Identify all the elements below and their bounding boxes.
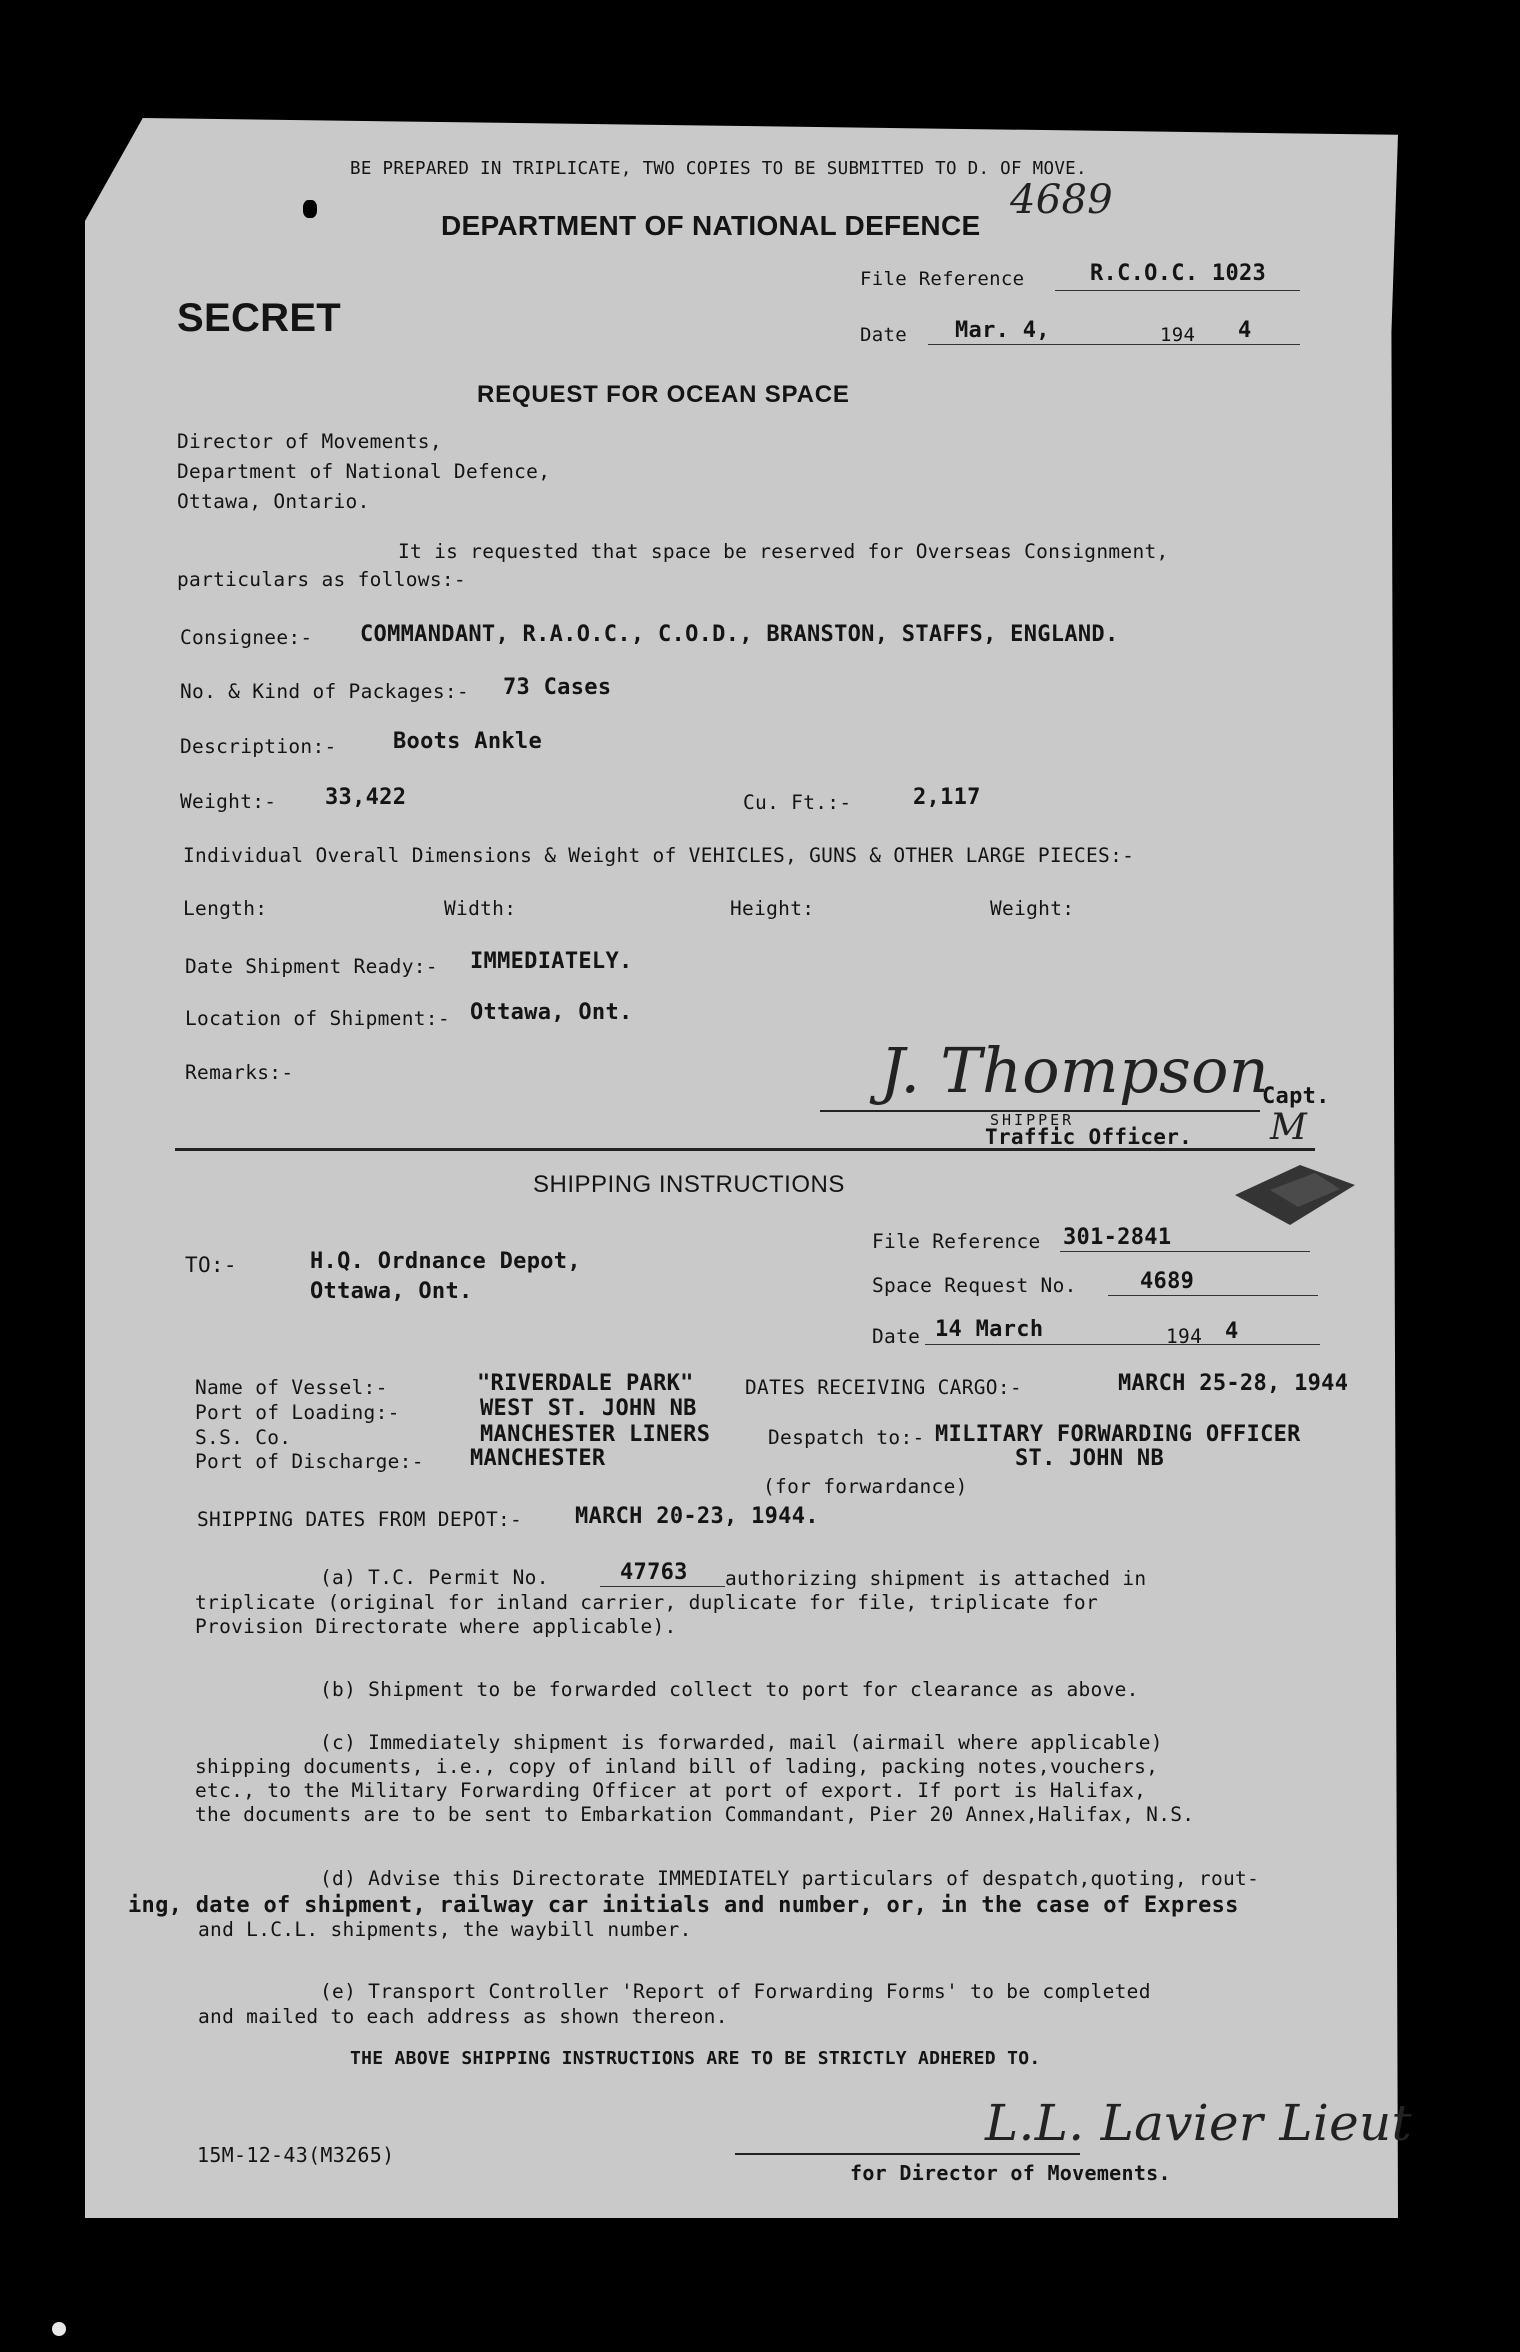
date-year-digit: 4 [1238, 318, 1252, 343]
file-reference-label: File Reference [860, 268, 1025, 290]
shipping-file-reference-line [1060, 1251, 1310, 1252]
to-line-2: Ottawa, Ont. [310, 1279, 473, 1304]
strict-adherence-notice: THE ABOVE SHIPPING INSTRUCTIONS ARE TO BE STRICTLY ADHERED TO. [350, 2048, 1041, 2069]
ss-co-value: MANCHESTER LINERS [480, 1422, 711, 1447]
port-discharge-value: MANCHESTER [470, 1446, 606, 1471]
date-label: Date [860, 324, 907, 346]
signature-rank: Capt. [1262, 1084, 1330, 1109]
clause-c-line-2: shipping documents, i.e., copy of inland bill of lading, packing notes,vouchers, [195, 1755, 1159, 1778]
address-line-1: Director of Movements, [177, 430, 442, 453]
date-line [928, 344, 1300, 345]
permit-number-line [600, 1586, 725, 1587]
initials-mark: M [1270, 1107, 1308, 1148]
classification-label: SECRET [177, 296, 342, 340]
height-label: Height: [730, 897, 815, 920]
description-value: Boots Ankle [393, 729, 542, 754]
remarks-label: Remarks:- [185, 1061, 294, 1084]
clause-d-line-1: (d) Advise this Directorate IMMEDIATELY particulars of despatch,quoting, rout- [320, 1867, 1260, 1890]
film-speck [52, 2322, 66, 2336]
for-forwardance-note: (for forwardance) [763, 1475, 968, 1498]
port-loading-value: WEST ST. JOHN NB [480, 1396, 697, 1421]
receiving-dates-label: DATES RECEIVING CARGO:- [745, 1376, 1022, 1399]
handwritten-number: 4689 [1010, 177, 1113, 223]
clause-d-line-2: ing, date of shipment, railway car initials and number, or, in the case of Express [128, 1893, 1239, 1918]
section-divider [175, 1148, 1315, 1151]
shipping-year-digit: 4 [1225, 1319, 1239, 1344]
clause-c-line-1: (c) Immediately shipment is forwarded, mail (airmail where applicable) [320, 1731, 1163, 1754]
receiving-dates-value: MARCH 25-28, 1944 [1118, 1371, 1349, 1396]
to-label: TO:- [185, 1253, 237, 1277]
packages-value: 73 Cases [503, 675, 612, 700]
traffic-officer-caption: Traffic Officer. [985, 1125, 1193, 1149]
shipping-instructions-title: SHIPPING INSTRUCTIONS [533, 1171, 845, 1198]
weight-value: 33,422 [325, 785, 407, 810]
triplicate-instruction: BE PREPARED IN TRIPLICATE, TWO COPIES TO BE SUBMITTED TO D. OF MOVE. [350, 159, 1087, 179]
ss-co-label: S.S. Co. [195, 1426, 292, 1449]
cubic-feet-label: Cu. Ft.:- [743, 791, 852, 814]
clause-b: (b) Shipment to be forwarded collect to port for clearance as above. [320, 1678, 1139, 1701]
form-number: 15M-12-43(M3265) [197, 2143, 395, 2167]
shipping-dates-depot-value: MARCH 20-23, 1944. [575, 1504, 819, 1529]
clause-a-suffix: authorizing shipment is attached in [725, 1567, 1147, 1590]
despatch-label: Despatch to:- [768, 1426, 925, 1449]
date-year-prefix: 194 [1160, 324, 1196, 346]
department-title: DEPARTMENT OF NATIONAL DEFENCE [441, 210, 981, 241]
shipper-caption: SHIPPER [990, 1111, 1075, 1129]
clause-e-line-1: (e) Transport Controller 'Report of Forwarding Forms' to be completed [320, 1980, 1151, 2003]
shipping-date-value: 14 March [935, 1317, 1044, 1342]
shipping-file-reference-value: 301-2841 [1063, 1225, 1172, 1250]
space-request-line [1108, 1295, 1318, 1296]
file-reference-value: R.C.O.C. 1023 [1090, 261, 1267, 286]
weight-label: Weight:- [180, 790, 277, 813]
consignee-value: COMMANDANT, R.A.O.C., C.O.D., BRANSTON, STAFFS, ENGLAND. [360, 622, 1119, 647]
file-reference-line [1055, 290, 1300, 291]
despatch-value-1: MILITARY FORWARDING OFFICER [935, 1422, 1301, 1447]
clause-c-line-4: the documents are to be sent to Embarkation Commandant, Pier 20 Annex,Halifax, N.S. [195, 1803, 1195, 1826]
consignee-label: Consignee:- [180, 626, 313, 649]
space-request-label: Space Request No. [872, 1274, 1077, 1297]
punch-hole [303, 200, 317, 218]
director-signature-line [735, 2153, 1080, 2155]
date-ready-value: IMMEDIATELY. [470, 949, 633, 974]
clause-d-line-3: and L.C.L. shipments, the waybill number. [198, 1918, 692, 1941]
shipping-date-label: Date [872, 1325, 921, 1348]
director-signature: L.L. Lavier Lieut [985, 2094, 1412, 2152]
to-line-1: H.Q. Ordnance Depot, [310, 1249, 581, 1274]
address-line-2: Department of National Defence, [177, 460, 551, 483]
space-request-value: 4689 [1140, 1269, 1195, 1294]
clause-a-line-2: triplicate (original for inland carrier, duplicate for file, triplicate for [195, 1591, 1098, 1614]
clause-e-line-2: and mailed to each address as shown thereon. [198, 2005, 728, 2028]
request-intro-line-1: It is requested that space be reserved for Overseas Consignment, [398, 540, 1169, 563]
ink-stamp-mark [1230, 1155, 1360, 1230]
width-label: Width: [444, 897, 517, 920]
packages-label: No. & Kind of Packages:- [180, 680, 469, 703]
shipping-dates-depot-label: SHIPPING DATES FROM DEPOT:- [197, 1508, 523, 1531]
request-title: REQUEST FOR OCEAN SPACE [477, 381, 850, 408]
clause-c-line-3: etc., to the Military Forwarding Officer at port of export. If port is Halifax, [195, 1779, 1147, 1802]
request-intro-line-2: particulars as follows:- [177, 568, 466, 591]
permit-number: 47763 [620, 1560, 688, 1585]
address-line-3: Ottawa, Ontario. [177, 490, 370, 513]
location-value: Ottawa, Ont. [470, 1000, 633, 1025]
shipping-date-line [925, 1344, 1320, 1345]
piece-weight-label: Weight: [990, 897, 1075, 920]
length-label: Length: [183, 897, 268, 920]
cubic-feet-value: 2,117 [913, 785, 981, 810]
vessel-value: "RIVERDALE PARK" [477, 1371, 694, 1396]
date-value: Mar. 4, [955, 318, 1050, 343]
shipping-file-reference-label: File Reference [872, 1230, 1041, 1253]
large-pieces-label: Individual Overall Dimensions & Weight of VEHICLES, GUNS & OTHER LARGE PIECES:- [183, 844, 1135, 867]
port-loading-label: Port of Loading:- [195, 1401, 400, 1424]
clause-a-line-3: Provision Directorate where applicable). [195, 1615, 677, 1638]
description-label: Description:- [180, 735, 337, 758]
clause-a-prefix: (a) T.C. Permit No. [320, 1566, 549, 1589]
port-discharge-label: Port of Discharge:- [195, 1450, 424, 1473]
shipping-year-prefix: 194 [1166, 1325, 1203, 1348]
despatch-value-2: ST. JOHN NB [1015, 1446, 1164, 1471]
shipper-signature: J. Thompson [880, 1034, 1269, 1107]
date-ready-label: Date Shipment Ready:- [185, 955, 438, 978]
location-label: Location of Shipment:- [185, 1007, 450, 1030]
vessel-label: Name of Vessel:- [195, 1376, 388, 1399]
director-caption: for Director of Movements. [850, 2161, 1171, 2185]
